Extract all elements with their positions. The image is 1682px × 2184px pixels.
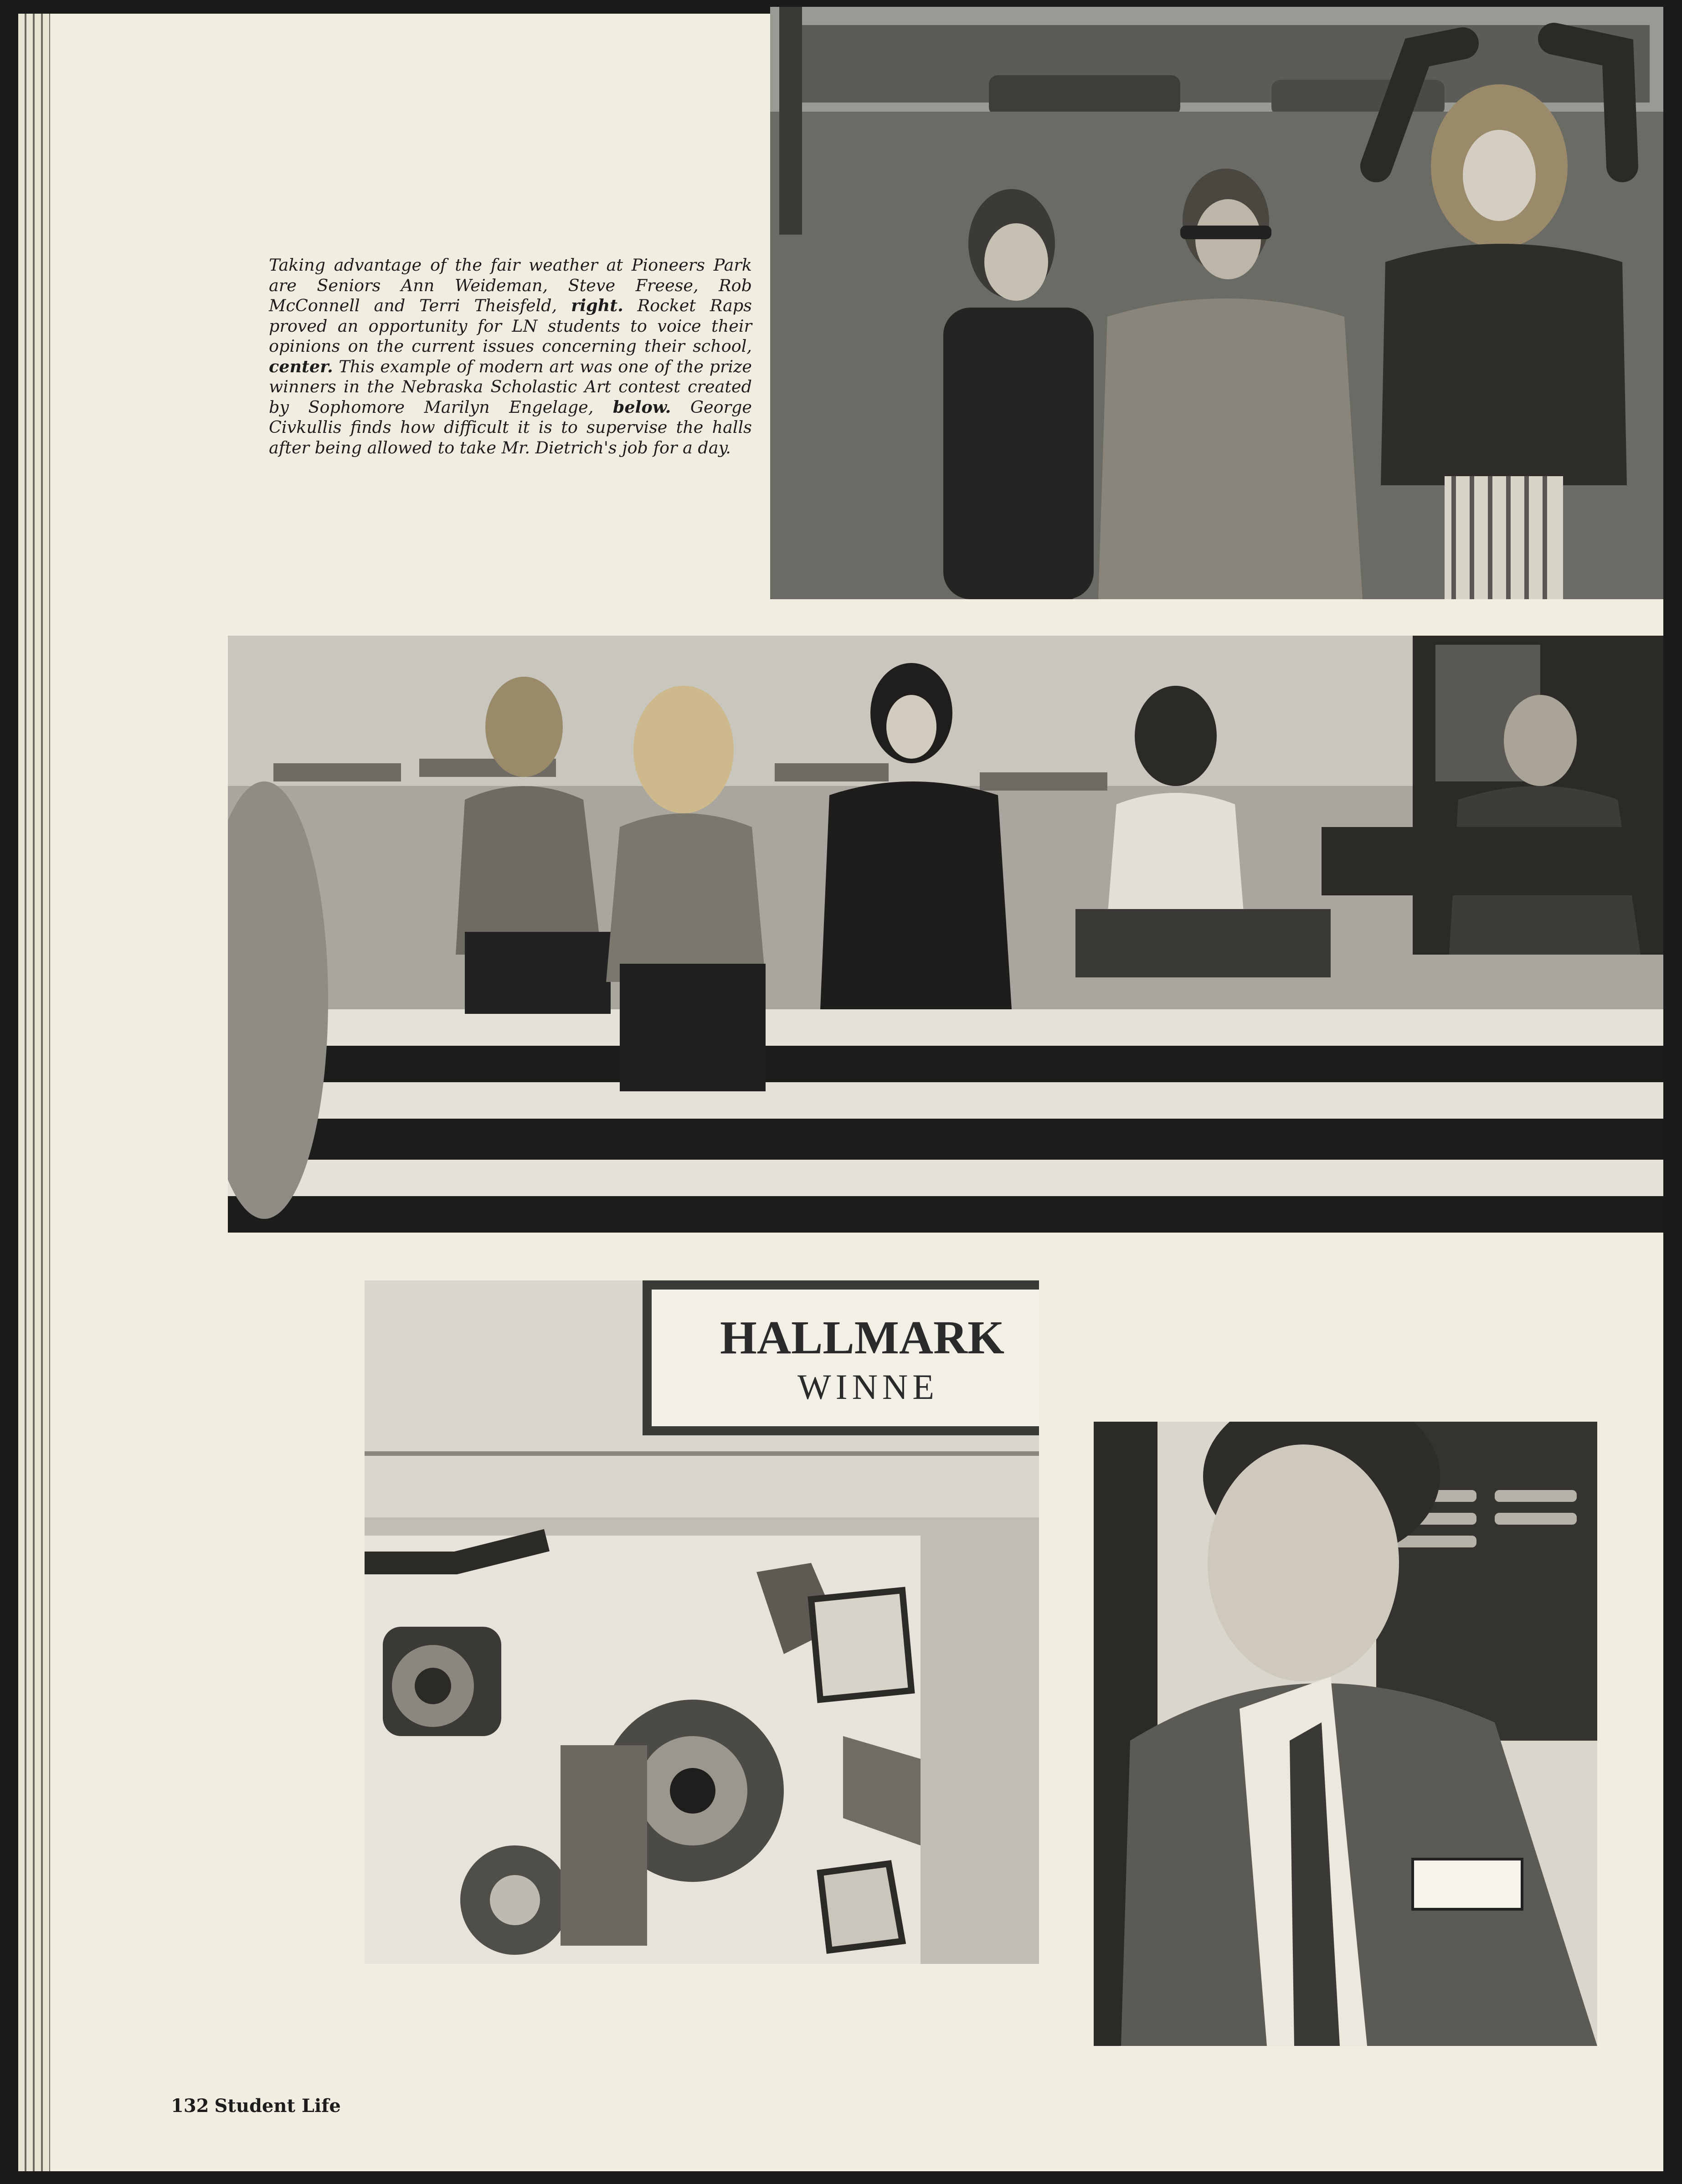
photo-modern-art [365,1280,1039,1964]
caption-part3: This example of modern art was one of the prize winners in the Nebraska Scholastic Art contest created by Sophomore Marilyn Engelage, [269,356,752,417]
caption-ref-center: center. [269,356,333,376]
caption-part4: George Civkullis finds how difficult it is to supervise the halls after being allowed to take Mr. Dietrich's job for a day. [269,397,752,457]
photo-rocket-raps [228,636,1663,1233]
photo-pioneers-park-image [770,7,1663,599]
caption-part2: Rocket Raps proved an opportunity for LN students to voice their opinions on the current issues concerning their school, [269,296,752,356]
page-edges [18,14,55,2171]
hallmark-sign-line1: HALLMARK [720,1311,1004,1364]
section-name: Student Life [214,2095,341,2117]
page-number: 132 [171,2095,209,2117]
photo-pioneers-park [770,7,1663,599]
caption-lead: Taking advantage of the fair weather at Pioneers Park are Seniors Ann Weideman, Steve Freese, Rob McConnell and Terri Theisfeld, [269,255,752,315]
caption-ref-below: below. [612,397,671,417]
page-folio [171,2095,341,2117]
photo-hall-supervisor [1094,1422,1597,2046]
photo-modern-art-image [365,1280,1039,1964]
photo-rocket-raps-image [228,636,1663,1233]
hallmark-sign-line2: WINNE [797,1367,939,1407]
photo-hall-supervisor-image [1094,1422,1597,2046]
photo-caption [269,255,752,458]
caption-ref-right: right. [571,296,623,315]
